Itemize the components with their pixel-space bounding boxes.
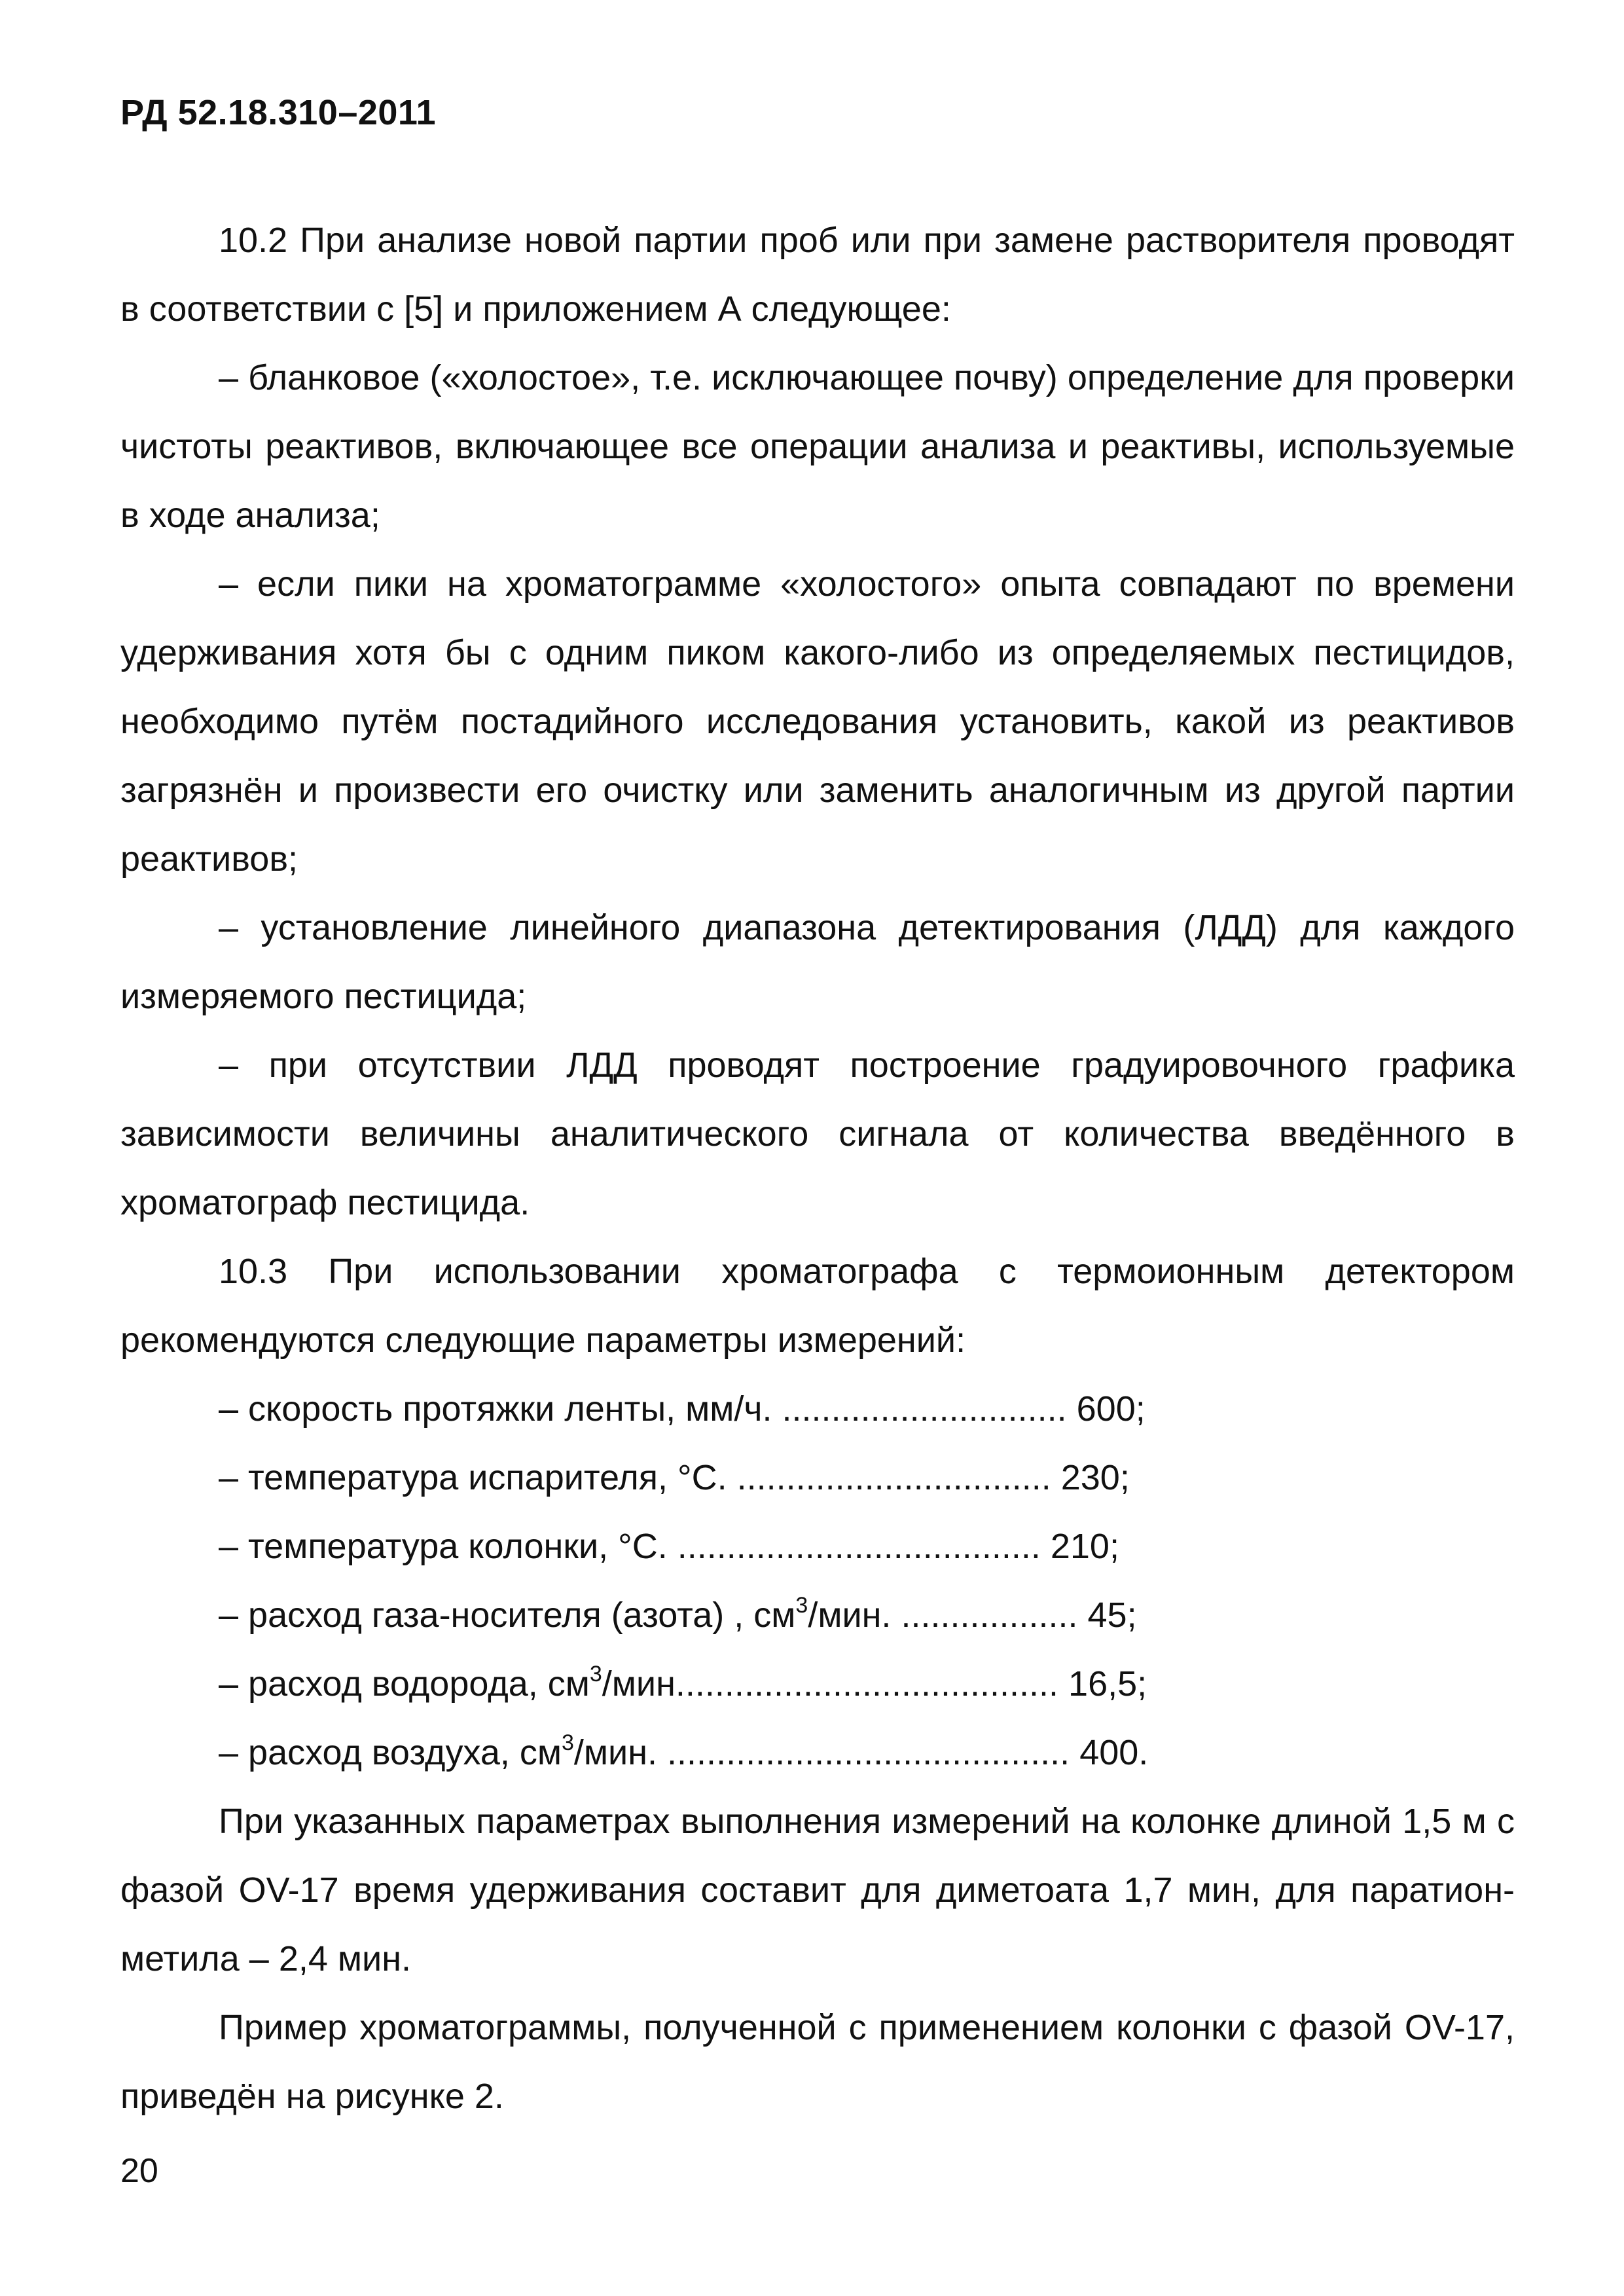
parameter-value: 600; xyxy=(1076,1389,1146,1429)
parameter-label: – расход водорода, см xyxy=(219,1664,590,1704)
parameter-dots: ...................................... xyxy=(685,1664,1069,1704)
parameter-label: – скорость протяжки ленты, мм/ч. xyxy=(219,1389,772,1429)
parameter-row-hydrogen-flow xyxy=(120,1650,1515,1719)
parameter-dots: .................. xyxy=(891,1595,1088,1635)
parameter-row-evaporator-temperature xyxy=(120,1444,1515,1512)
paragraph-chromatogram-example: Пример хроматограммы, полученной с применением колонки с фазой OV-17, приведён на рисунке 2. xyxy=(120,2008,1515,2116)
parameter-value: 230; xyxy=(1060,1458,1130,1497)
paragraph-retention-times: При указанных параметрах выполнения измерений на колонке длиной 1,5 м с фазой OV-17 время удерживания составит для диметоата 1,7 мин, для паратион-метила – 2,4 мин. xyxy=(120,1802,1515,1978)
parameter-label: – температура испарителя, °С. xyxy=(219,1458,727,1497)
document-code-header: РД 52.18.310–2011 xyxy=(120,93,437,132)
list-item-blank-peaks: – если пики на хроматограмме «холостого» опыта совпадают по времени удерживания хотя бы с одним пиком какого-либо из определяемых пестицидов, необходимо путём постадийного исследования установить, какой из реактивов загрязнён и произвести его очистку или заменить аналогичным из другой партии реактивов; xyxy=(120,564,1515,879)
parameter-dots: ............................. xyxy=(772,1389,1077,1429)
parameter-value: 16,5; xyxy=(1068,1664,1147,1704)
parameter-dots: ......................................... xyxy=(657,1733,1080,1772)
paragraph-10-3: 10.3 При использовании хроматографа с термоионным детектором рекомендуются следующие параметры измерений: xyxy=(120,1252,1515,1360)
parameter-row-carrier-gas-flow xyxy=(120,1581,1515,1650)
parameter-superscript: 3 xyxy=(562,1730,574,1755)
list-item-linear-range: – установление линейного диапазона детектирования (ЛДД) для каждого измеряемого пестицида; xyxy=(120,908,1515,1016)
parameter-label: – расход воздуха, см xyxy=(219,1733,562,1772)
document-body xyxy=(120,206,1515,2131)
parameter-unit-suffix: /мин. xyxy=(573,1733,658,1772)
parameter-row-air-flow xyxy=(120,1719,1515,1787)
parameter-value: 45; xyxy=(1087,1595,1137,1635)
page-number: 20 xyxy=(120,2152,158,2190)
parameter-label: – расход газа-носителя (азота) , см xyxy=(219,1595,796,1635)
parameter-value: 400. xyxy=(1079,1733,1149,1772)
parameter-dots: ..................................... xyxy=(667,1527,1051,1566)
parameter-dots: ................................ xyxy=(727,1458,1061,1497)
parameter-label: – температура колонки, °С. xyxy=(219,1527,668,1566)
paragraph-10-2: 10.2 При анализе новой партии проб или при замене растворителя проводят в соответствии с [5] и приложением А следующее: xyxy=(120,221,1515,329)
parameter-row-column-temperature xyxy=(120,1512,1515,1581)
list-item-calibration-graph: – при отсутствии ЛДД проводят построение градуировочного графика зависимости величины аналитического сигнала от количества введённого в хроматограф пестицида. xyxy=(120,1046,1515,1222)
measurement-parameters-list xyxy=(120,1375,1515,1787)
parameter-superscript: 3 xyxy=(589,1662,602,1686)
parameter-unit-suffix: /мин. xyxy=(808,1595,892,1635)
parameter-superscript: 3 xyxy=(795,1593,808,1618)
parameter-unit-suffix: /мин. xyxy=(602,1664,685,1704)
parameter-row-tape-speed xyxy=(120,1375,1515,1444)
parameter-value: 210; xyxy=(1050,1527,1119,1566)
list-item-blank-determination: – бланковое («холостое», т.е. исключающее почву) определение для проверки чистоты реактивов, включающее все операции анализа и реактивы, используемые в ходе анализа; xyxy=(120,358,1515,535)
